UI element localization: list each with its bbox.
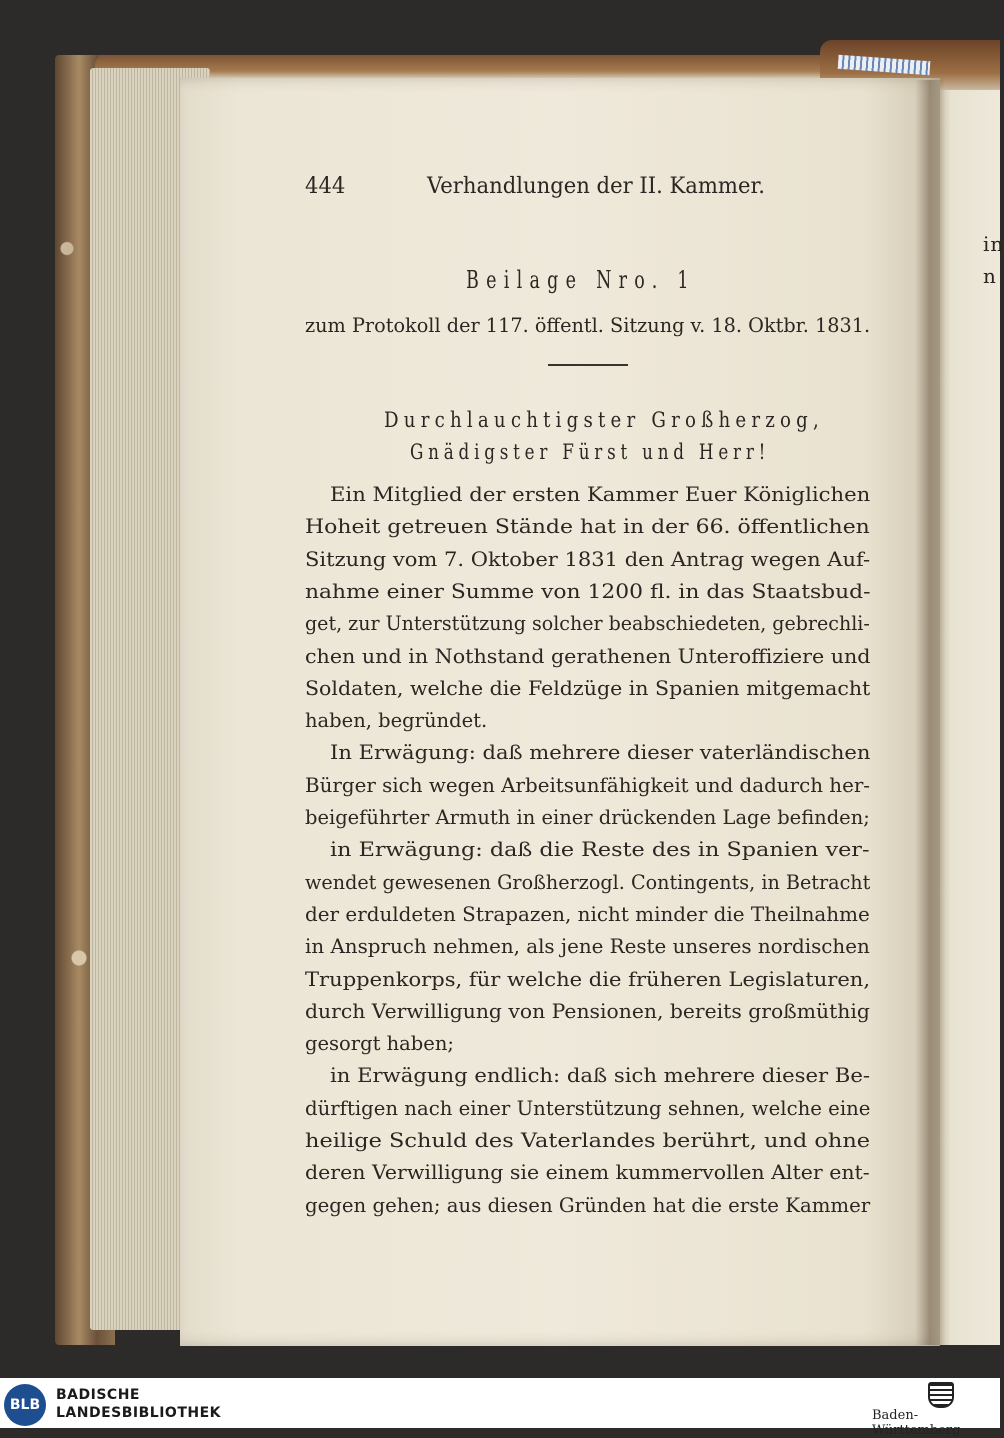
body-line: nahme einer Summe von 1200 fl. in das Staatsbud- [305,579,871,603]
body-line: haben, begründet. [305,709,488,733]
running-head [305,174,765,199]
heading-divider [548,364,628,366]
body-line: chen und in Nothstand gerathenen Unteroffiziere und [305,644,871,668]
body-line: Sitzung vom 7. Oktober 1831 den Antrag wegen Auf- [305,547,871,571]
page-subheading: zum Protokoll der 117. öffentl. Sitzung v. 18. Oktbr. 1831. [305,314,871,337]
adjacent-page-fragment: n [983,264,997,288]
body-line: dürftigen nach einer Unterstützung sehnen, welche eine [305,1096,871,1120]
running-head-title: Verhandlungen der II. Kammer. [426,174,765,199]
body-line: Ein Mitglied der ersten Kammer Euer Königlichen [330,483,871,506]
body-line: In Erwägung: daß mehrere dieser vaterländischen [330,741,871,765]
blb-logo[interactable]: BLB [4,1384,46,1426]
body-line: Hoheit getreuen Stände hat in der 66. öffentlichen [305,515,870,539]
body-line: deren Verwilligung sie einem kummervollen Alter ent- [305,1161,870,1185]
body-line: gesorgt haben; [305,1032,454,1056]
library-name [56,1386,221,1422]
body-line: heilige Schuld des Vaterlandes berührt, und ohne [305,1129,871,1152]
library-name-line: BADISCHE [56,1387,140,1403]
page-number: 444 [305,174,346,199]
salutation-line: Gnädigster Fürst und Herr! [410,440,771,464]
adjacent-page-fragment: in [983,232,1004,256]
salutation-line: Durchlauchtigster Großherzog, [384,408,824,432]
body-line: in Erwägung endlich: daß sich mehrere dieser Be- [330,1064,871,1088]
body-line: Truppenkorps, für welche die früheren Legislaturen, [305,967,871,991]
page-heading: Beilage Nro. 1 [466,266,696,294]
body-line: gegen gehen; aus diesen Gründen hat die erste Kammer [305,1193,871,1217]
coat-of-arms-icon [928,1382,954,1408]
body-line: Bürger sich wegen Arbeitsunfähigkeit und dadurch her- [305,773,871,797]
body-line: durch Verwilligung von Pensionen, bereits großmüthig [305,999,870,1023]
state-name: Baden-Württemberg [872,1408,961,1438]
body-line: der erduldeten Strapazen, nicht minder die Theilnahme [305,902,870,926]
body-line: wendet gewesenen Großherzogl. Contingents, in Betracht [305,870,871,894]
body-line: in Erwägung: daß die Reste des in Spanien ver- [330,838,870,862]
library-name-line: LANDESBIBLIOTHEK [56,1405,222,1421]
body-line: in Anspruch nehmen, als jene Reste unseres nordischen [305,935,870,959]
footer-bar [0,1378,1000,1438]
body-line: get, zur Unterstützung solcher beabschiedeten, gebrechli- [305,612,870,636]
page-gutter-shadow [915,80,945,1345]
body-line: Soldaten, welche die Feldzüge in Spanien mitgemacht [305,676,871,700]
body-line: beigeführter Armuth in einer drückenden Lage befinden; [305,806,870,829]
